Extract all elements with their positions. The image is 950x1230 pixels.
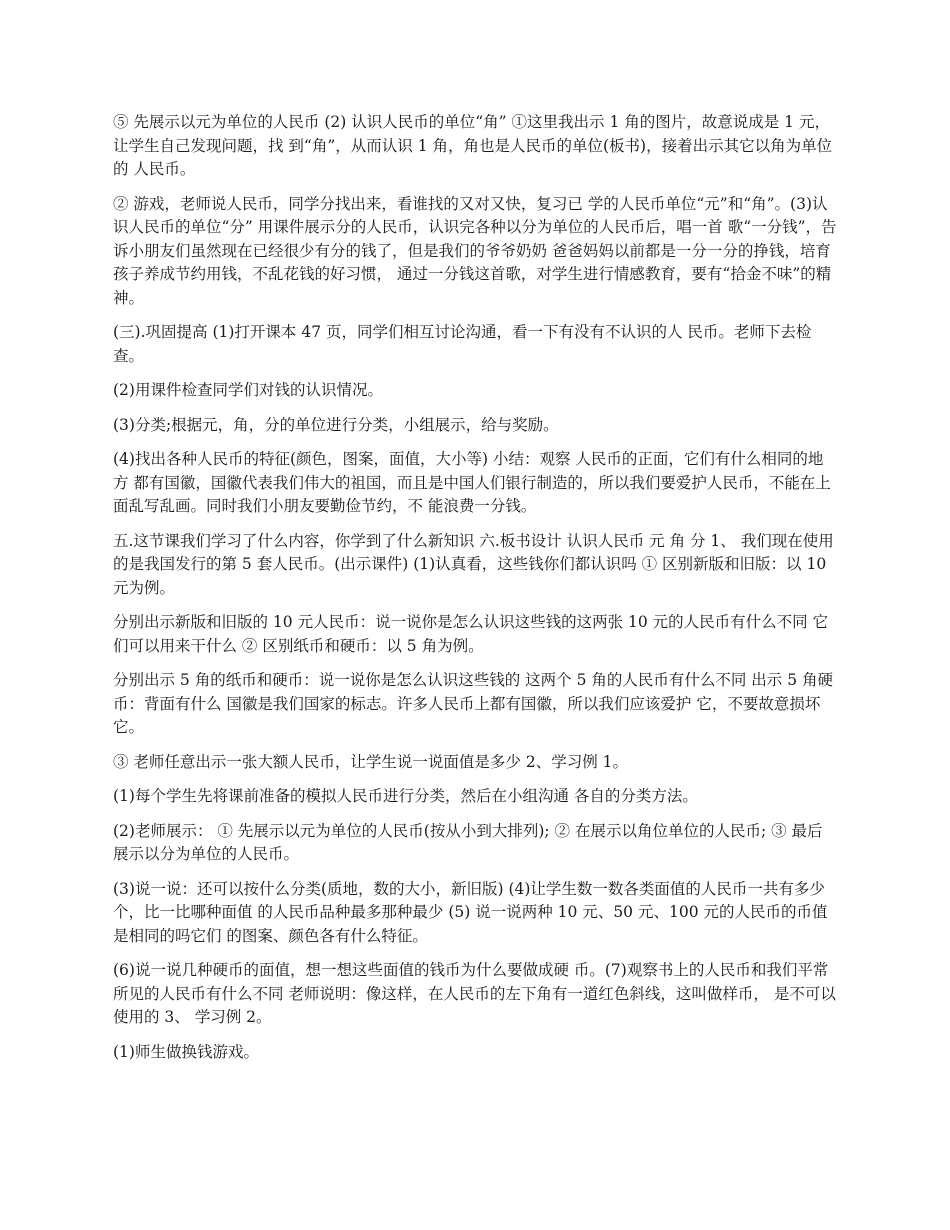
paragraph: (6)说一说几种硬币的面值，想一想这些面值的钱币为什么要做成硬 币。(7)观察书上的人民币和我们平常所见的人民币有什么不同 老师说明：像这样，在人民币的左下角有一道红色斜线，这叫做样币， 是不可以使用的 3、 学习例 2。 xyxy=(113,961,836,1026)
paragraph: (4)找出各种人民币的特征(颜色，图案，面值，大小等) 小结：观察 人民币的正面，它们有什么相同的地方 都有国徽，国徽代表我们伟大的祖国，而且是中国人们银行制造的，所以我们要爱护人民币，不能在上面乱写乱画。同时我们小朋友要勤俭节约，不 能浪费一分钱。 xyxy=(113,450,831,515)
paragraph: 五.这节课我们学习了什么内容，你学到了什么新知识 六.板书设计 认识人民币 元 角 分 1、 我们现在使用的是我国发行的第 5 套人民币。(出示课件) (1)认真看，这些钱你们都认识吗 ① 区别新版和旧版：以 10 元为例。 xyxy=(113,531,834,597)
paragraph: (2)老师展示： ① 先展示以元为单位的人民币(按从小到大排列); ② 在展示以角位单位的人民币; ③ 最后展示以分为单位的人民币。 xyxy=(113,821,823,863)
paragraph: 分别出示 5 角的纸币和硬币：说一说你是怎么认识这些钱的 这两个 5 角的人民币有什么不同 出示 5 角硬币：背面有什么 国徽是我们国家的标志。许多人民币上都有国徽，所以我们应该爱护 它，不要故意损坏它。 xyxy=(113,671,834,736)
paragraph: ③ 老师任意出示一张大额人民币，让学生说一说面值是多少 2、学习例 1。 xyxy=(113,752,629,771)
paragraph: (1)每个学生先将课前准备的模拟人民币进行分类，然后在小组沟通 各自的分类方法。 xyxy=(113,787,698,805)
paragraph: (三).巩固提高 (1)打开课本 47 页，同学们相互讨论沟通，看一下有没有不认识的人 民币。老师下去检查。 xyxy=(113,323,812,365)
paragraph: (3)分类;根据元，角，分的单位进行分类，小组展示，给与奖励。 xyxy=(113,415,559,434)
paragraph: (2)用课件检查同学们对钱的认识情况。 xyxy=(113,381,383,399)
paragraph: ⑤ 先展示以元为单位的人民币 (2) 认识人民币的单位“角” ①这里我出示 1 角的图片，故意说成是 1 元，让学生自己发现问题，找 到“角”，从而认识 1 角，角也是人民币的单位(板书)，接着出示其它以角为单位的 人民币。 xyxy=(113,113,833,178)
paragraph: 分别出示新版和旧版的 10 元人民币：说一说你是怎么认识这些钱的这两张 10 元的人民币有什么不同 它们可以用来干什么 ② 区别纸币和硬币：以 5 角为例。 xyxy=(113,613,829,655)
paragraph: ② 游戏，老师说人民币，同学分找出来，看谁找的又对又快，复习已 学的人民币单位“元”和“角”。(3)认识人民币的单位“分” 用课件展示分的人民币，认识完各种以分为单位的人民币后，唱一首 歌“一分钱”，告诉小朋友们虽然现在已经很少有分的钱了，但是我们的爷爷奶奶 爸爸妈妈以前都是一分一分的挣钱，培育孩子养成节约用钱，不乱花钱的好习惯， 通过一分钱这首歌，对学生进行情感教育，要有“拾金不味”的精神。 xyxy=(113,194,837,307)
paragraph: (3)说一说：还可以按什么分类(质地，数的大小，新旧版) (4)让学生数一数各类面值的人民币一共有多少个，比一比哪种面值 的人民币品种最多那种最少 (5) 说一说两种 10 元、50 元、100 元的人民币的币值是相同的吗它们 的图案、颜色各有什么特征。 xyxy=(113,879,828,945)
paragraph: (1)师生做换钱游戏。 xyxy=(113,1042,259,1061)
